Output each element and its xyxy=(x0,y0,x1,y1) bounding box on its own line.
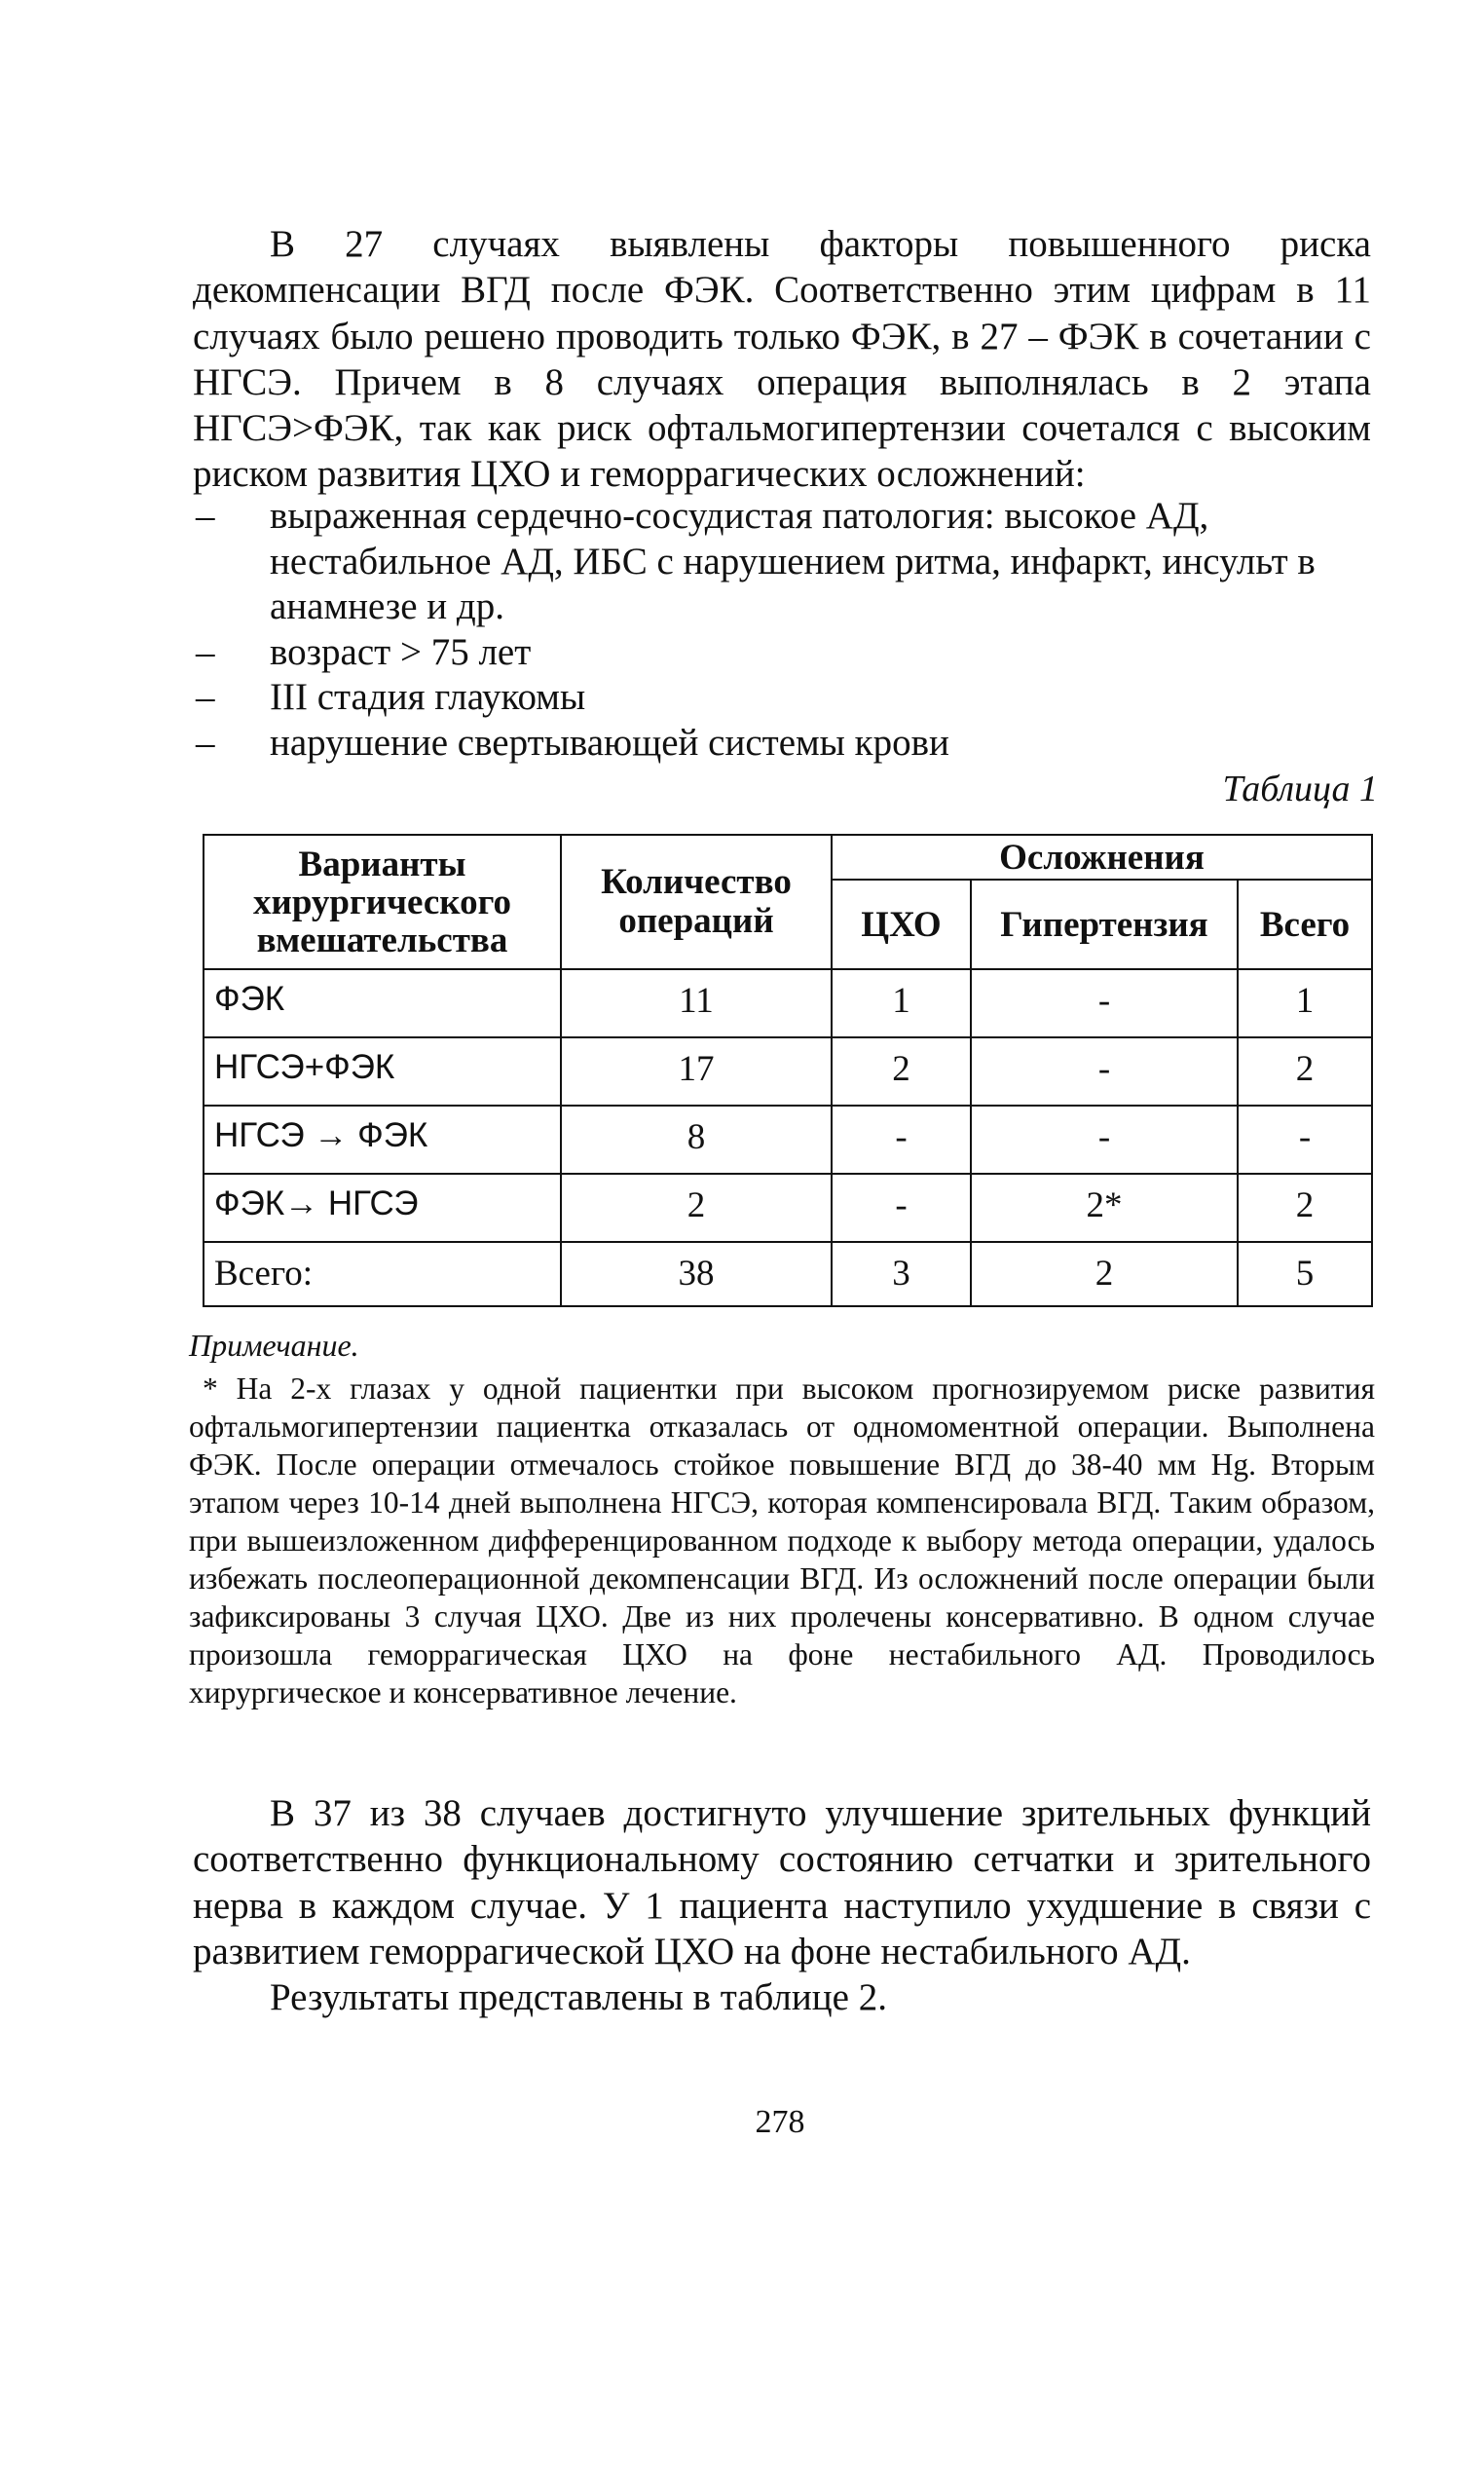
intro-paragraph xyxy=(193,221,1371,498)
page-number: 278 xyxy=(755,2104,805,2140)
list-dash: – xyxy=(196,721,215,764)
list-item: – III стадия глаукомы xyxy=(193,675,1371,721)
row-total: 1 xyxy=(1238,969,1372,1037)
row-variant-name: ФЭК→ НГСЭ xyxy=(204,1174,561,1242)
row-count: 17 xyxy=(561,1037,832,1106)
row-hypertension: - xyxy=(971,1037,1238,1106)
table-header-row xyxy=(204,835,1372,880)
risk-factor-list xyxy=(193,494,1371,766)
row-total: 2 xyxy=(1238,1174,1372,1242)
table-row xyxy=(204,1037,1372,1106)
row-variant-name: НГСЭ → ФЭК xyxy=(204,1106,561,1174)
table-row xyxy=(204,969,1372,1037)
header-cho: ЦХО xyxy=(832,880,971,969)
row-cho: - xyxy=(832,1106,971,1174)
row-cho: 2 xyxy=(832,1037,971,1106)
row-total: - xyxy=(1238,1106,1372,1174)
results-paragraph-text: В 37 из 38 случаев достигнуто улучшение зрительных функций соответственно функциональному состоянию сетчатки и зрительного нерва в каждом случае. У 1 пациента наступило ухудшение в связи с развитием геморрагической ЦХО на фоне нестабильного АД. xyxy=(193,1792,1371,1972)
table-caption: Таблица 1 xyxy=(1222,769,1378,809)
row-variant-name: Всего: xyxy=(204,1242,561,1306)
row-hypertension: - xyxy=(971,969,1238,1037)
list-dash: – xyxy=(196,676,215,718)
list-dash: – xyxy=(196,630,215,673)
header-complications: Осложнения xyxy=(832,835,1372,880)
results-table xyxy=(203,834,1373,1307)
note-title: Примечание. xyxy=(189,1328,359,1363)
row-variant-name: НГСЭ+ФЭК xyxy=(204,1037,561,1106)
row-cho: - xyxy=(832,1174,971,1242)
row-count: 2 xyxy=(561,1174,832,1242)
results-reference-text: Результаты представлены в таблице 2. xyxy=(270,1976,887,2019)
row-variant-name: ФЭК xyxy=(204,969,561,1037)
results-paragraph xyxy=(193,1790,1371,2020)
row-cho: 3 xyxy=(832,1242,971,1306)
table-total-row xyxy=(204,1242,1372,1306)
list-dash: – xyxy=(196,495,215,537)
list-item: – выраженная сердечно-сосудистая патология: высокое АД, нестабильное АД, ИБС с нарушением ритма, инфаркт, инсульт в анамнезе и др. xyxy=(196,495,1316,627)
header-count: Количество операций xyxy=(561,835,832,969)
row-count: 11 xyxy=(561,969,832,1037)
list-item: – возраст > 75 лет xyxy=(193,630,1371,676)
note-text: * На 2-х глазах у одной пациентки при высоком прогнозируемом риске развития офтальмогипертензии пациентка отказалась от одномоментной операции. Выполнена ФЭК. После операции отмечалось стойкое повышение ВГД до 38-40 мм Hg. Вторым этапом через 10-14 дней выполнена НГСЭ, которая компенсировала ВГД. Таким образом, при вышеизложенном дифференцированном подходе к выбору метода операции, удалось избежать послеоперационной декомпенсации ВГД. Из осложнений после операции были зафиксированы 3 случая ЦХО. Две из них пролечены консервативно. В одном случае произошла геморрагическая ЦХО на фоне нестабильного АД. Проводилось хирургическое и консервативное лечение. xyxy=(189,1371,1375,1709)
row-count: 38 xyxy=(561,1242,832,1306)
header-hypertension: Гипертензия xyxy=(971,880,1238,969)
list-item: – нарушение свертывающей системы крови xyxy=(193,721,1371,767)
row-hypertension: - xyxy=(971,1106,1238,1174)
row-total: 2 xyxy=(1238,1037,1372,1106)
row-cho: 1 xyxy=(832,969,971,1037)
row-total: 5 xyxy=(1238,1242,1372,1306)
row-hypertension: 2 xyxy=(971,1242,1238,1306)
intro-paragraph-text: В 27 случаях выявлены факторы повышенного риска декомпенсации ВГД после ФЭК. Соответственно этим цифрам в 11 случаях было решено проводить только ФЭК, в 27 – ФЭК в сочетании с НГСЭ. Причем в 8 случаях операция выполнялась в 2 этапа НГСЭ>ФЭК, так как риск офтальмогипертензии сочетался с высоким риском развития ЦХО и геморрагических осложнений: xyxy=(193,223,1371,496)
header-total: Всего xyxy=(1238,880,1372,969)
table-row xyxy=(204,1174,1372,1242)
row-hypertension: 2* xyxy=(971,1174,1238,1242)
row-count: 8 xyxy=(561,1106,832,1174)
header-variant: Варианты хирургического вмешательства xyxy=(204,835,561,969)
table-row xyxy=(204,1106,1372,1174)
